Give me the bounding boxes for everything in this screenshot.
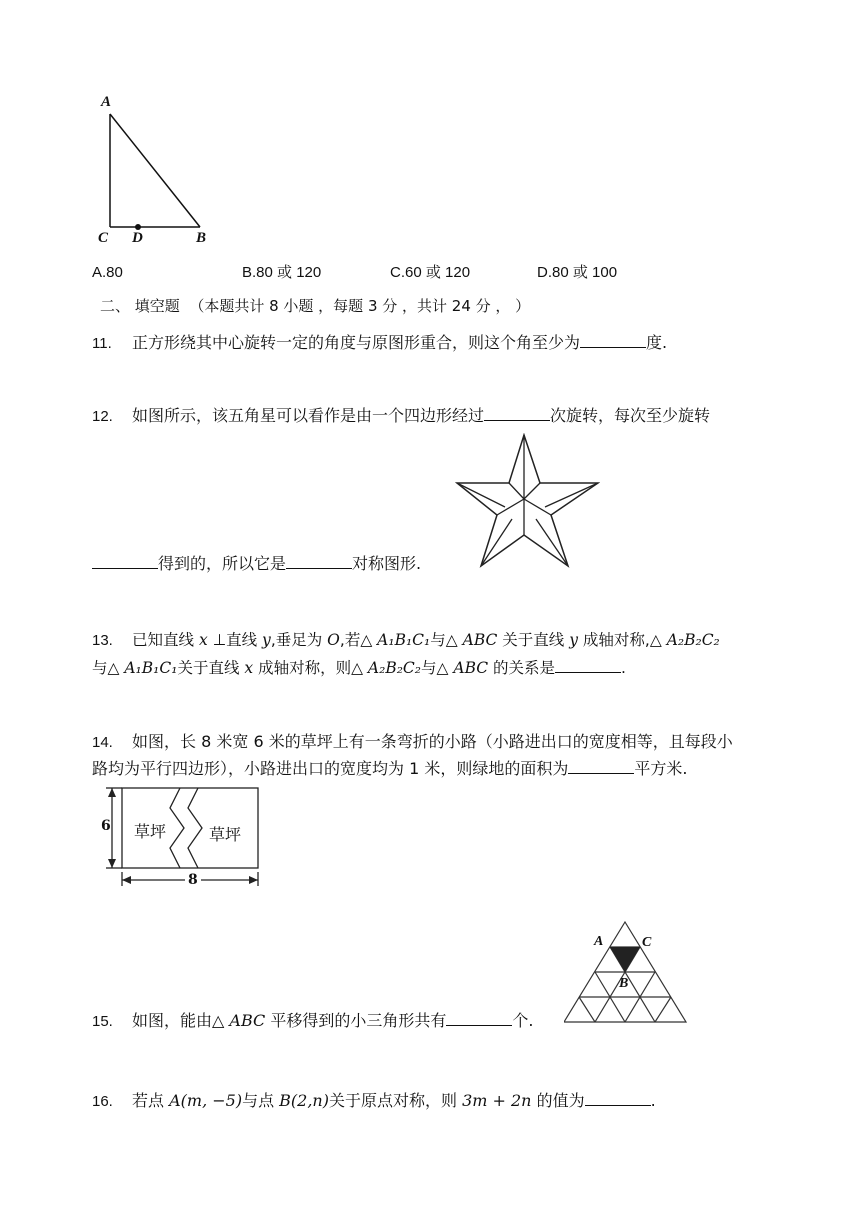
q12-text4: 对称图形. [352,554,422,573]
shaded-triangle-abc [610,947,640,972]
vertex-a-label: A [101,94,112,110]
q16-text: 若点 [132,1091,170,1110]
q13-line1 [92,630,720,651]
option-d: D.80 或 100 [537,264,618,281]
fig-label-a: A [594,934,604,949]
q15-text: 平移得到的小三角形共有 [265,1011,447,1030]
q13-text: 与△ [430,631,463,649]
vertex-b-label: B [196,230,207,246]
q15-triangle-abc: ABC [229,1011,266,1030]
q16-blank[interactable] [585,1091,651,1106]
lawn-figure [96,784,271,892]
q13-var-x: x [198,631,208,649]
q15-blank[interactable] [446,1011,512,1026]
q11-number: 11. [92,335,112,352]
q11 [92,333,667,354]
q13-triangle-abc: ABC [462,631,498,649]
q11-blank[interactable] [580,333,646,348]
lawn-left-label: 草坪 [134,822,167,841]
q13-text: . [621,659,626,677]
q16-text: . [650,1091,656,1110]
q12-blank3[interactable] [286,554,352,569]
triangle-grid-figure [564,918,690,1026]
height-label: 6 [101,818,111,834]
q13-triangle-a2b2c2: A₂B₂C₂ [367,659,422,677]
q13-line2 [92,658,626,678]
q12-text1: 如图所示，该五角星可以看作是由一个四边形经过 [132,406,485,425]
q14-text1: 如图，长 8 米宽 6 米的草坪上有一条弯折的小路（小路进出口的宽度相等，且每段小 [132,732,733,751]
q16-point-b: B(2,n) [279,1091,329,1110]
q10-options [92,262,617,283]
section2-title: 二、 填空题 [100,297,180,315]
q13-var-y: y [569,631,578,649]
star-figure [455,433,600,569]
q11-unit: 度. [646,333,668,352]
q15-text: 如图，能由△ [132,1011,230,1030]
path-left-edge [170,788,184,868]
q13-number: 13. [92,632,113,649]
q13-text: ⊥直线 [207,631,263,649]
q13-text: 的关系是 [488,659,556,677]
q13-triangle-a1b1c1: A₁B₁C₁ [124,659,178,677]
q13-text: 与△ [92,659,125,677]
q12-line1 [92,406,710,427]
q13-text: 成轴对称,△ [577,631,667,649]
q16-point-a: A(m, −5) [169,1091,243,1110]
point-d-label: D [132,230,143,246]
option-c: C.60 或 120 [390,264,471,281]
path-right-edge [188,788,202,868]
q12-line2 [92,554,421,574]
q13-text: 成轴对称，则△ [253,659,368,677]
q13-triangle-a1b1c1: A₁B₁C₁ [377,631,431,649]
q16-expression: 3m + 2n [462,1091,532,1110]
q14-text3: 平方米. [634,759,688,778]
q13-triangle-abc: ABC [453,659,489,677]
q13-text: 关于直线 [497,631,570,649]
q12-number: 12. [92,408,113,425]
q15-text: 个. [512,1011,534,1030]
q13-var-x: x [244,659,254,677]
q13-text: 关于直线 [177,659,245,677]
q12-text2: 次旋转，每次至少旋转 [550,406,711,425]
q13-text: ,垂足为 [270,631,328,649]
q16-line [92,1091,656,1112]
q11-text: 正方形绕其中心旋转一定的角度与原图形重合，则这个角至少为 [132,333,581,352]
q13-triangle-a2b2c2: A₂B₂C₂ [666,631,720,649]
q16-text: 的值为 [531,1091,585,1110]
q16-number: 16. [92,1093,113,1110]
q12-blank2[interactable] [92,554,158,569]
q14-line2 [92,759,687,779]
q13-var-o: O [327,631,340,649]
fig-label-b: B [619,976,629,991]
option-b: B.80 或 120 [242,264,322,281]
q12-text3: 得到的，所以它是 [158,554,287,573]
q13-text: 已知直线 [132,631,199,649]
lawn-right-label: 草坪 [209,825,242,844]
section2-desc: （本题共计 8 小题 ，每题 3 分 ，共计 24 分 ， ） [189,297,531,315]
q16-text: 关于原点对称，则 [328,1091,463,1110]
q14-line1 [92,732,733,753]
option-a: A.80 [92,264,123,281]
width-label: 8 [185,872,201,888]
q16-text: 与点 [242,1091,280,1110]
q10-triangle-figure [95,92,225,252]
right-triangle-diagram [95,92,225,252]
q15-number: 15. [92,1013,113,1030]
fig-label-c: C [642,935,652,950]
q14-blank[interactable] [568,759,634,774]
q13-text: 与△ [421,659,454,677]
q13-blank[interactable] [555,658,621,673]
q13-var-y: y [262,631,271,649]
section2-heading [100,296,530,316]
q12-blank1[interactable] [484,406,550,421]
q14-text2: 路均为平行四边形），小路进出口的宽度均为 1 米，则绿地的面积为 [92,759,569,778]
q13-text: ,若△ [339,631,378,649]
vertex-c-label: C [98,230,109,246]
q14-number: 14. [92,734,113,751]
q15-line [92,1011,533,1032]
